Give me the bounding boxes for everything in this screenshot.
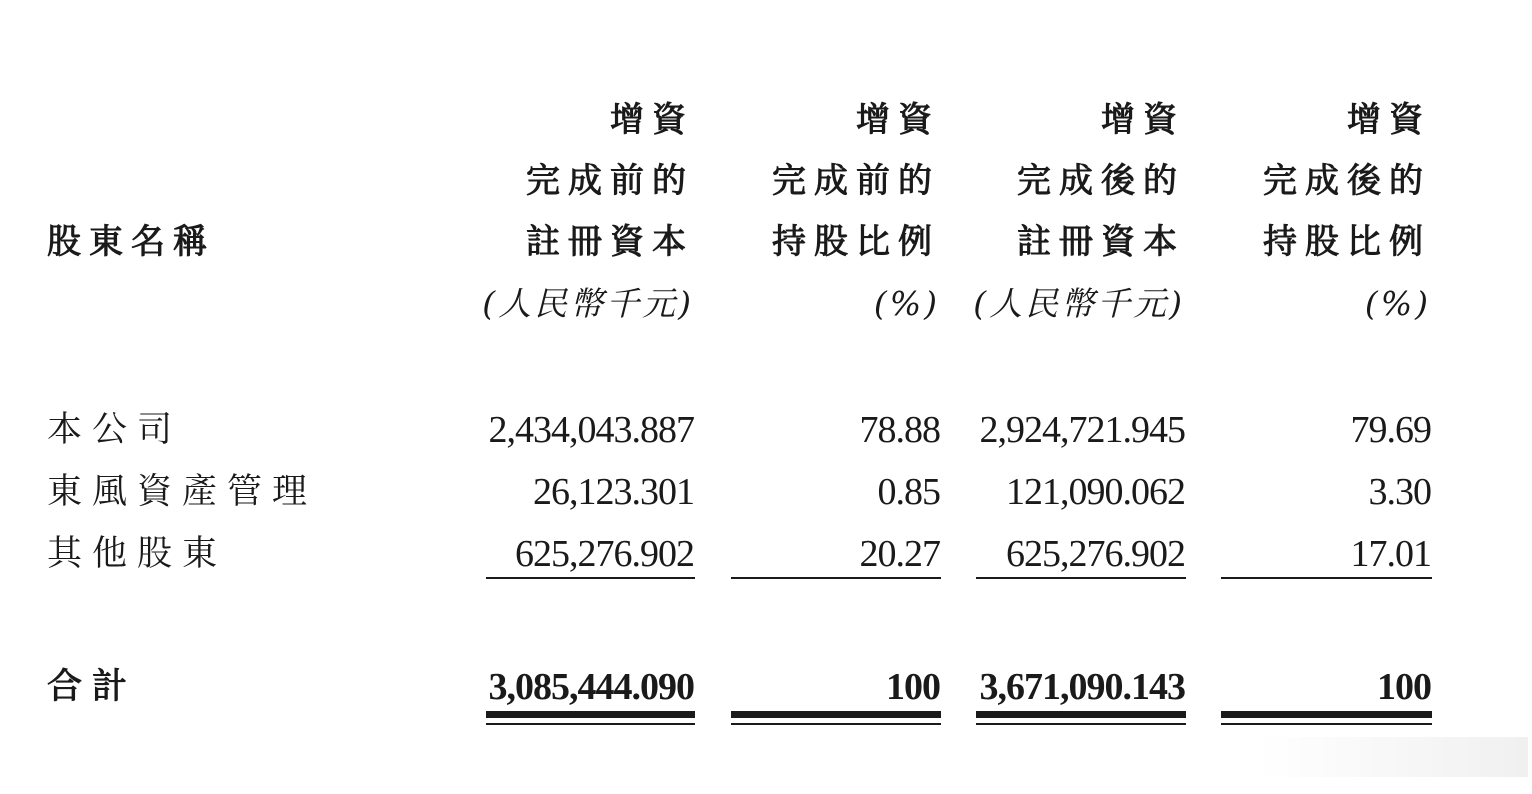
total-label: 合計 [47, 666, 138, 707]
subtotal-rule [731, 577, 941, 579]
total-rule-thick [486, 711, 695, 718]
col2-header-line3: 持股比例 [772, 222, 940, 262]
row-name: 其他股東 [47, 534, 228, 574]
total-rule-thin [1221, 723, 1432, 725]
total-rule-thick [976, 711, 1186, 718]
col4-header-unit: (%) [1364, 284, 1431, 323]
row-value: 20.27 [859, 533, 940, 575]
row-value: 0.85 [877, 471, 940, 513]
col1-header-line1: 增資 [610, 100, 694, 140]
col4-header-line2: 完成後的 [1263, 161, 1431, 201]
col2-header-unit: (%) [873, 284, 940, 323]
total-rule-thick [731, 711, 941, 718]
shareholder-name-header: 股東名稱 [47, 222, 215, 262]
row-value: 3.30 [1368, 471, 1431, 513]
subtotal-rule [486, 577, 695, 579]
total-rule-thick [1221, 711, 1432, 718]
row-name: 本公司 [47, 410, 183, 450]
total-value: 100 [886, 666, 940, 708]
row-value: 625,276.902 [1006, 533, 1185, 575]
row-value: 79.69 [1350, 409, 1431, 451]
row-value: 121,090.062 [1006, 471, 1185, 513]
row-value: 26,123.301 [533, 471, 694, 513]
total-rule-thin [976, 723, 1186, 725]
col3-header-line2: 完成後的 [1017, 161, 1185, 201]
col2-header-line2: 完成前的 [772, 161, 940, 201]
col2-header-line1: 增資 [856, 100, 940, 140]
total-value: 100 [1377, 666, 1431, 708]
row-value: 78.88 [859, 409, 940, 451]
row-name: 東風資產管理 [47, 472, 318, 512]
col3-header-unit: (人民幣千元) [973, 284, 1185, 323]
subtotal-rule [1221, 577, 1432, 579]
col1-header-unit: (人民幣千元) [482, 284, 694, 323]
col3-header-line3: 註冊資本 [1017, 222, 1185, 262]
row-value: 625,276.902 [515, 533, 694, 575]
watermark-fade [1258, 737, 1528, 777]
row-value: 17.01 [1350, 533, 1431, 575]
row-value: 2,924,721.945 [979, 409, 1185, 451]
total-rule-thin [731, 723, 941, 725]
total-value: 3,671,090.143 [979, 666, 1185, 708]
col4-header-line3: 持股比例 [1263, 222, 1431, 262]
total-value: 3,085,444.090 [488, 666, 694, 708]
col1-header-line2: 完成前的 [526, 161, 694, 201]
col3-header-line1: 增資 [1101, 100, 1185, 140]
total-rule-thin [486, 723, 695, 725]
row-value: 2,434,043.887 [488, 409, 694, 451]
col4-header-line1: 增資 [1347, 100, 1431, 140]
col1-header-line3: 註冊資本 [526, 222, 694, 262]
subtotal-rule [976, 577, 1186, 579]
